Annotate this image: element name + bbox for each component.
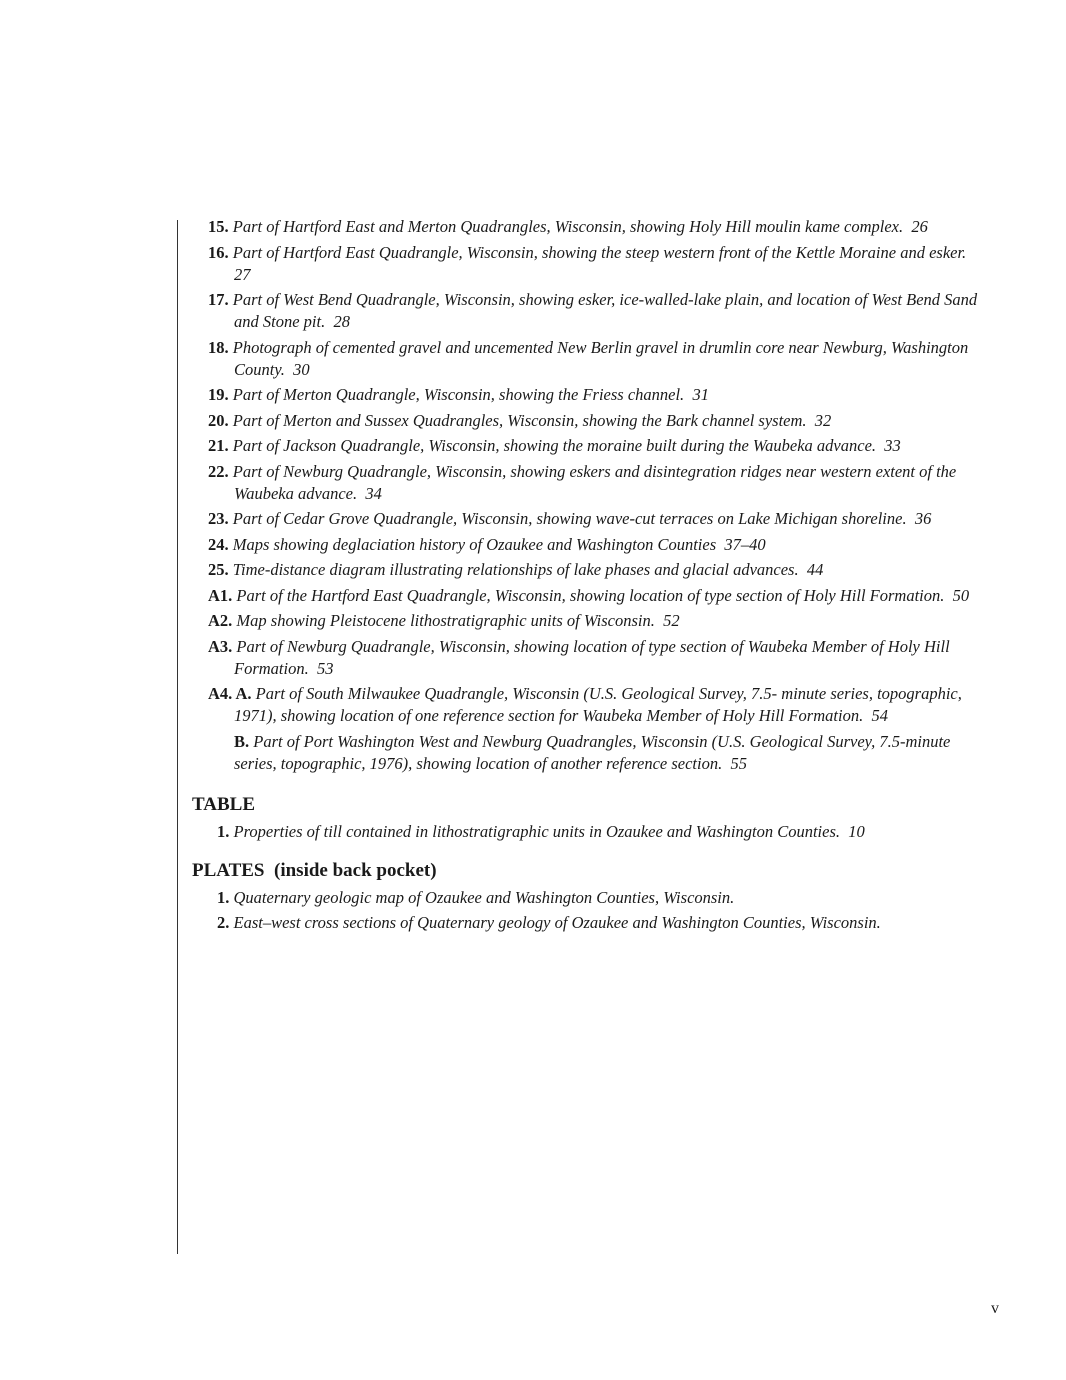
figure-entry-19 [208, 384, 982, 406]
contents-list [192, 216, 982, 938]
figure-entry-15 [208, 216, 982, 238]
figure-entry-25 [208, 559, 982, 581]
plate-description: East–west cross sections of Quaternary geology of Ozaukee and Washington Counties, Wisconsin. [233, 913, 881, 932]
table-list [217, 821, 982, 843]
page-number: v [991, 1300, 999, 1317]
figure-description: Part of South Milwaukee Quadrangle, Wisconsin (U.S. Geological Survey, 7.5- minute series, topographic, 1971), showing location of one reference section for Waubeka Member of Holy Hill Formation. [234, 684, 962, 725]
figure-number: A3. [208, 636, 233, 656]
figure-number: 20. [208, 410, 229, 430]
plates-heading [192, 859, 982, 883]
figure-page: 28 [333, 312, 350, 331]
figure-page: 54 [871, 706, 888, 725]
figure-number: A4. A. [208, 684, 252, 703]
figure-entry-24 [208, 534, 982, 556]
figure-page: 31 [692, 385, 709, 404]
table-page: 10 [848, 821, 865, 841]
figure-number: 16. [208, 242, 229, 262]
figure-entry-a1 [208, 585, 982, 607]
figure-page: 26 [911, 217, 928, 236]
figure-page: 53 [316, 658, 334, 678]
figure-entry-22 [208, 461, 982, 505]
figure-number: A1. [208, 585, 233, 605]
plate-entry [217, 912, 982, 934]
plate-number: 1. [217, 887, 230, 907]
table-entry [217, 821, 982, 843]
figure-entry-17 [208, 289, 982, 333]
table-number: 1. [217, 821, 230, 841]
figure-description: Part of Port Washington West and Newburg Quadrangles, Wisconsin (U.S. Geological Survey, 7.5-minute series, topographic, 1976), showing location of another reference section. [234, 731, 951, 773]
figure-page: 27 [234, 264, 251, 284]
figure-page: 50 [952, 585, 970, 605]
figure-entry-21 [208, 435, 982, 457]
margin-rule [177, 220, 178, 1254]
figure-entry-16 [208, 242, 982, 286]
plates-heading-text: PLATES (inside back pocket) [192, 859, 437, 881]
table-heading: TABLE [192, 793, 256, 815]
figure-description: Part of Cedar Grove Quadrangle, Wisconsin, showing wave-cut terraces on Lake Michigan shoreline. [232, 509, 907, 528]
figure-entry-a3 [208, 636, 982, 680]
figure-description: Map showing Pleistocene lithostratigraphic units of Wisconsin. [236, 611, 655, 630]
figure-page: 32 [814, 410, 832, 430]
figure-page: 44 [806, 560, 824, 579]
figure-number: 18. [208, 337, 229, 357]
plate-description: Quaternary geologic map of Ozaukee and Washington Counties, Wisconsin. [233, 887, 735, 907]
table-description: Properties of till contained in lithostratigraphic units in Ozaukee and Washington Counties. [233, 821, 841, 841]
figure-description: Part of Hartford East and Merton Quadrangles, Wisconsin, showing Holy Hill moulin kame complex. [232, 217, 904, 236]
figure-entry-18 [208, 337, 982, 381]
figure-entry-20 [208, 410, 982, 432]
plate-number: 2. [217, 913, 230, 932]
figure-number: 25. [208, 560, 229, 579]
figure-sub-label: B. [234, 731, 250, 751]
figure-page: 55 [730, 753, 747, 773]
figure-description: Part of West Bend Quadrangle, Wisconsin, showing esker, ice-walled-lake plain, and location of West Bend Sand and Stone pit. [232, 290, 978, 331]
figure-page: 30 [293, 359, 310, 379]
figure-number: 21. [208, 436, 229, 455]
figure-description: Part of Hartford East Quadrangle, Wisconsin, showing the steep western front of the Kettle Moraine and esker. [232, 242, 967, 262]
figure-number: A2. [208, 611, 233, 630]
figure-description: Maps showing deglaciation history of Ozaukee and Washington Counties [232, 534, 717, 554]
figure-list [208, 216, 982, 775]
figure-description: Part of Newburg Quadrangle, Wisconsin, showing eskers and disintegration ridges near western extent of the Waubeka advance. [232, 461, 957, 503]
figure-number: 23. [208, 509, 229, 528]
figure-page: 33 [884, 436, 901, 455]
figure-description: Part of Merton and Sussex Quadrangles, Wisconsin, showing the Bark channel system. [232, 410, 807, 430]
figure-description: Time-distance diagram illustrating relationships of lake phases and glacial advances. [232, 560, 799, 579]
figure-number: 17. [208, 290, 229, 309]
figure-entry-a4-b [208, 731, 982, 775]
figure-entry-23 [208, 508, 982, 530]
figure-description: Part of Jackson Quadrangle, Wisconsin, showing the moraine built during the Waubeka advance. [232, 436, 877, 455]
figure-description: Part of Newburg Quadrangle, Wisconsin, showing location of type section of Waubeka Member of Holy Hill Formation. [234, 636, 950, 678]
plates-list [217, 887, 982, 935]
figure-entry-a2 [208, 610, 982, 632]
figure-description: Part of the Hartford East Quadrangle, Wisconsin, showing location of type section of Holy Hill Formation. [236, 585, 945, 605]
figure-page: 34 [365, 483, 382, 503]
figure-number: 15. [208, 217, 229, 236]
figure-page: 52 [663, 611, 680, 630]
figure-entry-a4 [208, 683, 982, 727]
figure-page: 37–40 [724, 534, 766, 554]
plate-entry [217, 887, 982, 909]
figure-number: 24. [208, 534, 229, 554]
figure-number: 19. [208, 385, 229, 404]
figure-page: 36 [914, 509, 932, 528]
figure-number: 22. [208, 461, 229, 481]
figure-description: Part of Merton Quadrangle, Wisconsin, showing the Friess channel. [232, 385, 685, 404]
figure-description: Photograph of cemented gravel and uncemented New Berlin gravel in drumlin core near Newburg, Washington County. [232, 337, 969, 379]
